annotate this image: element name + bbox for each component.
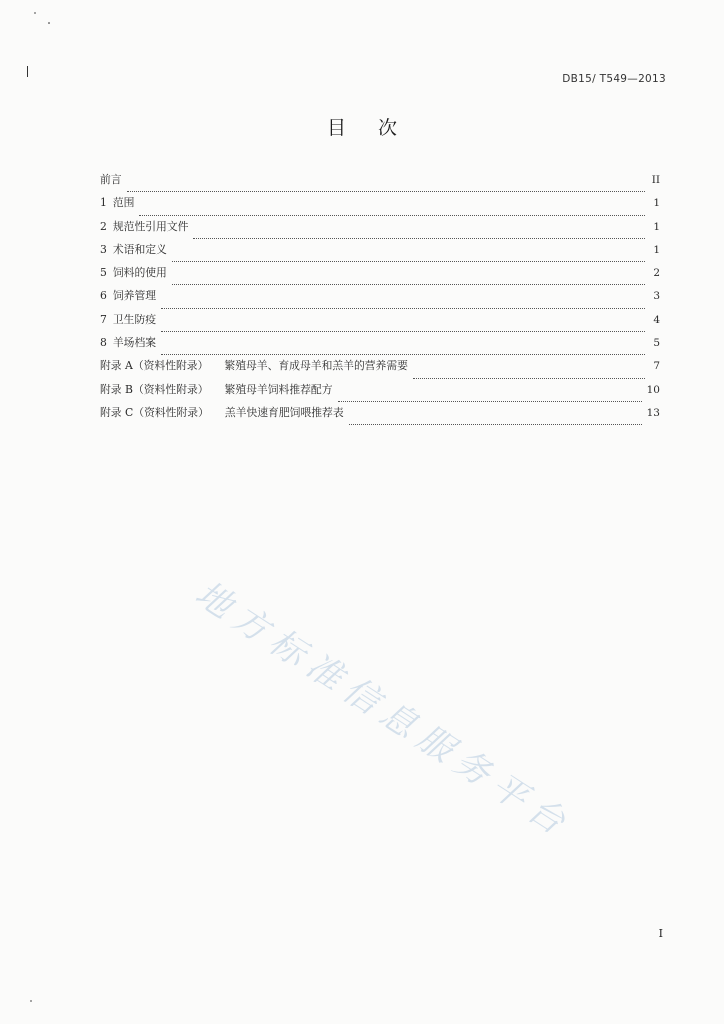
toc-annex-tag: 附录 B（资料性附录）: [100, 382, 209, 396]
toc-entry-page: 1: [653, 243, 660, 256]
toc-annex-c[interactable]: [100, 405, 660, 428]
margin-mark: [27, 66, 28, 77]
toc-annex-tag: 附录 C（资料性附录）: [100, 405, 209, 419]
toc-entry-label: 卫生防疫: [112, 312, 157, 326]
toc-entry-sanitation[interactable]: [100, 312, 660, 335]
dot-leader: [161, 307, 645, 309]
toc-entry-page: 10: [646, 383, 660, 396]
toc-entry-number: 2: [100, 219, 107, 233]
toc-annex-title: 繁殖母羊、育成母羊和羔羊的营养需要: [224, 359, 408, 373]
dot-leader: [349, 423, 642, 425]
toc-entry-normative-references[interactable]: [100, 219, 660, 242]
dot-leader: [161, 330, 645, 332]
toc-entry-label: 饲养管理: [112, 289, 157, 303]
toc-entry-farm-records[interactable]: [100, 335, 660, 358]
document-code: DB15/ T549—2013: [562, 73, 666, 85]
toc-annex-a[interactable]: [100, 358, 660, 381]
page-number: I: [658, 927, 663, 940]
dot-leader: [139, 214, 645, 216]
toc-entry-label: 范围: [112, 196, 135, 210]
dot-leader: [127, 190, 645, 192]
dot-leader: [413, 377, 645, 379]
dot-leader: [338, 400, 642, 402]
toc-entry-page: II: [651, 174, 660, 186]
toc-entry-terms-definitions[interactable]: [100, 242, 660, 265]
watermark: 地方标准信息服务平台: [187, 573, 579, 848]
toc-entry-number: 7: [100, 312, 107, 326]
table-of-contents: [100, 172, 660, 428]
toc-entry-label: 前言: [100, 173, 122, 186]
toc-annex-title: 羔羊快速育肥饲喂推荐表: [224, 405, 344, 419]
scan-speck: [30, 1000, 32, 1002]
toc-entry-number: 3: [100, 242, 107, 256]
toc-entry-label: 术语和定义: [112, 242, 167, 256]
toc-title: 目次: [326, 117, 429, 139]
toc-annex-b[interactable]: [100, 382, 660, 405]
scan-speck: [48, 22, 50, 24]
toc-entry-page: 7: [653, 360, 660, 373]
toc-entry-scope[interactable]: [100, 195, 660, 218]
toc-annex-tag: 附录 A（资料性附录）: [100, 359, 209, 373]
toc-entry-number: 5: [100, 266, 107, 280]
toc-entry-page: 2: [653, 267, 660, 280]
toc-entry-page: 1: [653, 220, 660, 233]
toc-entry-page: 5: [653, 337, 660, 350]
dot-leader: [172, 260, 645, 262]
dot-leader: [161, 353, 645, 355]
toc-entry-page: 1: [653, 197, 660, 210]
toc-entry-page: 13: [646, 406, 660, 419]
toc-annex-title: 繁殖母羊饲料推荐配方: [224, 382, 333, 396]
scan-speck: [34, 12, 36, 14]
toc-entry-page: 4: [653, 313, 660, 326]
toc-entry-page: 3: [653, 290, 660, 303]
dot-leader: [193, 237, 645, 239]
toc-entry-label: 饲料的使用: [112, 266, 167, 280]
toc-entry-feed-use[interactable]: [100, 265, 660, 288]
toc-entry-label: 羊场档案: [112, 336, 157, 350]
dot-leader: [172, 283, 645, 285]
toc-entry-preface[interactable]: [100, 172, 660, 195]
toc-entry-number: 6: [100, 289, 107, 303]
toc-entry-number: 1: [100, 196, 107, 210]
toc-entry-feeding-management[interactable]: [100, 288, 660, 311]
toc-entry-number: 8: [100, 336, 107, 350]
toc-entry-label: 规范性引用文件: [112, 219, 189, 233]
